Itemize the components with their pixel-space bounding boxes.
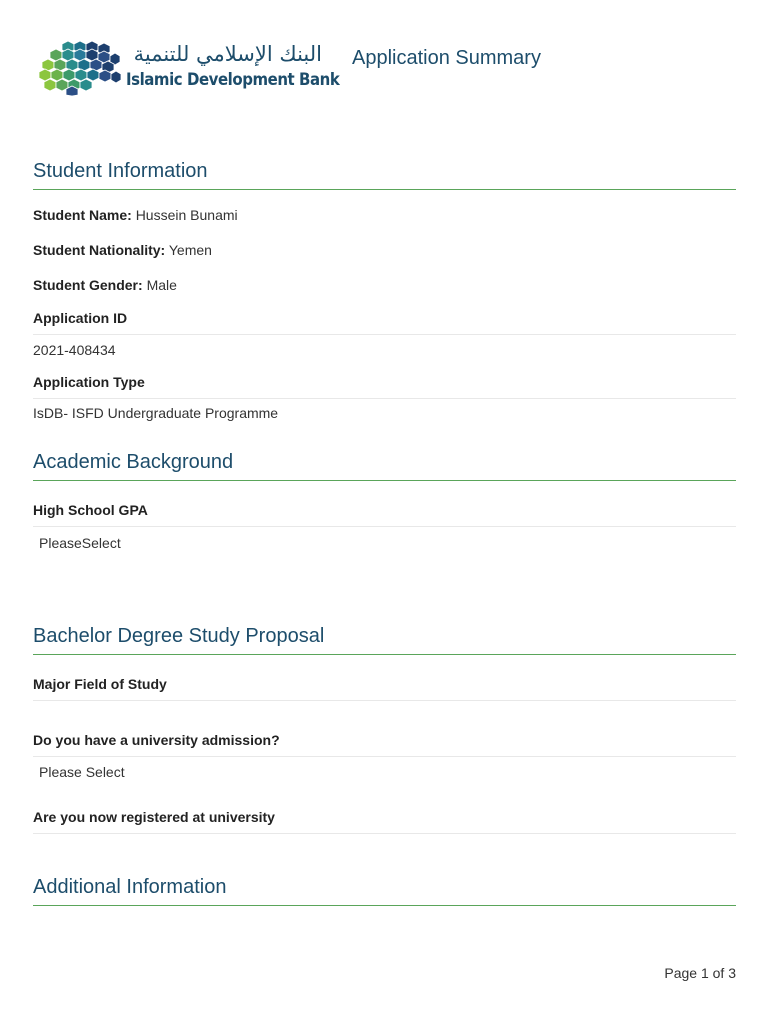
logo-arabic-text: البنك الإسلامي للتنمية (133, 42, 322, 66)
student-nationality-value: Yemen (168, 242, 212, 258)
registered-at-university-label: Are you now registered at university (33, 808, 736, 834)
application-id-value: 2021-408434 (33, 342, 116, 358)
student-gender-row (33, 276, 736, 294)
section-title-academic-background: Academic Background (33, 450, 736, 481)
student-nationality-row (33, 241, 736, 259)
high-school-gpa-value: PleaseSelect (39, 535, 121, 551)
student-gender-value: Male (146, 277, 177, 293)
isdb-globe-logo-icon (36, 38, 122, 96)
logo-english-text: Islamic Development Bank (126, 70, 340, 90)
university-admission-value: Please Select (39, 764, 125, 780)
major-field-label: Major Field of Study (33, 675, 736, 701)
student-gender-label: Student Gender: (33, 277, 143, 293)
application-type-label: Application Type (33, 373, 736, 399)
section-title-additional-information: Additional Information (33, 875, 736, 906)
university-admission-label: Do you have a university admission? (33, 731, 736, 757)
student-name-label: Student Name: (33, 207, 132, 223)
section-title-student-information: Student Information (33, 159, 736, 190)
high-school-gpa-label: High School GPA (33, 501, 736, 527)
section-title-study-proposal: Bachelor Degree Study Proposal (33, 624, 736, 655)
document-title: Application Summary (352, 47, 541, 69)
application-type-value: IsDB- ISFD Undergraduate Programme (33, 405, 279, 421)
student-nationality-label: Student Nationality: (33, 242, 166, 258)
application-id-label: Application ID (33, 309, 736, 335)
student-name-value: Hussein Bunami (135, 207, 238, 223)
document-header (36, 38, 596, 100)
student-name-row (33, 206, 736, 224)
page-indicator: Page 1 of 3 (664, 965, 736, 981)
